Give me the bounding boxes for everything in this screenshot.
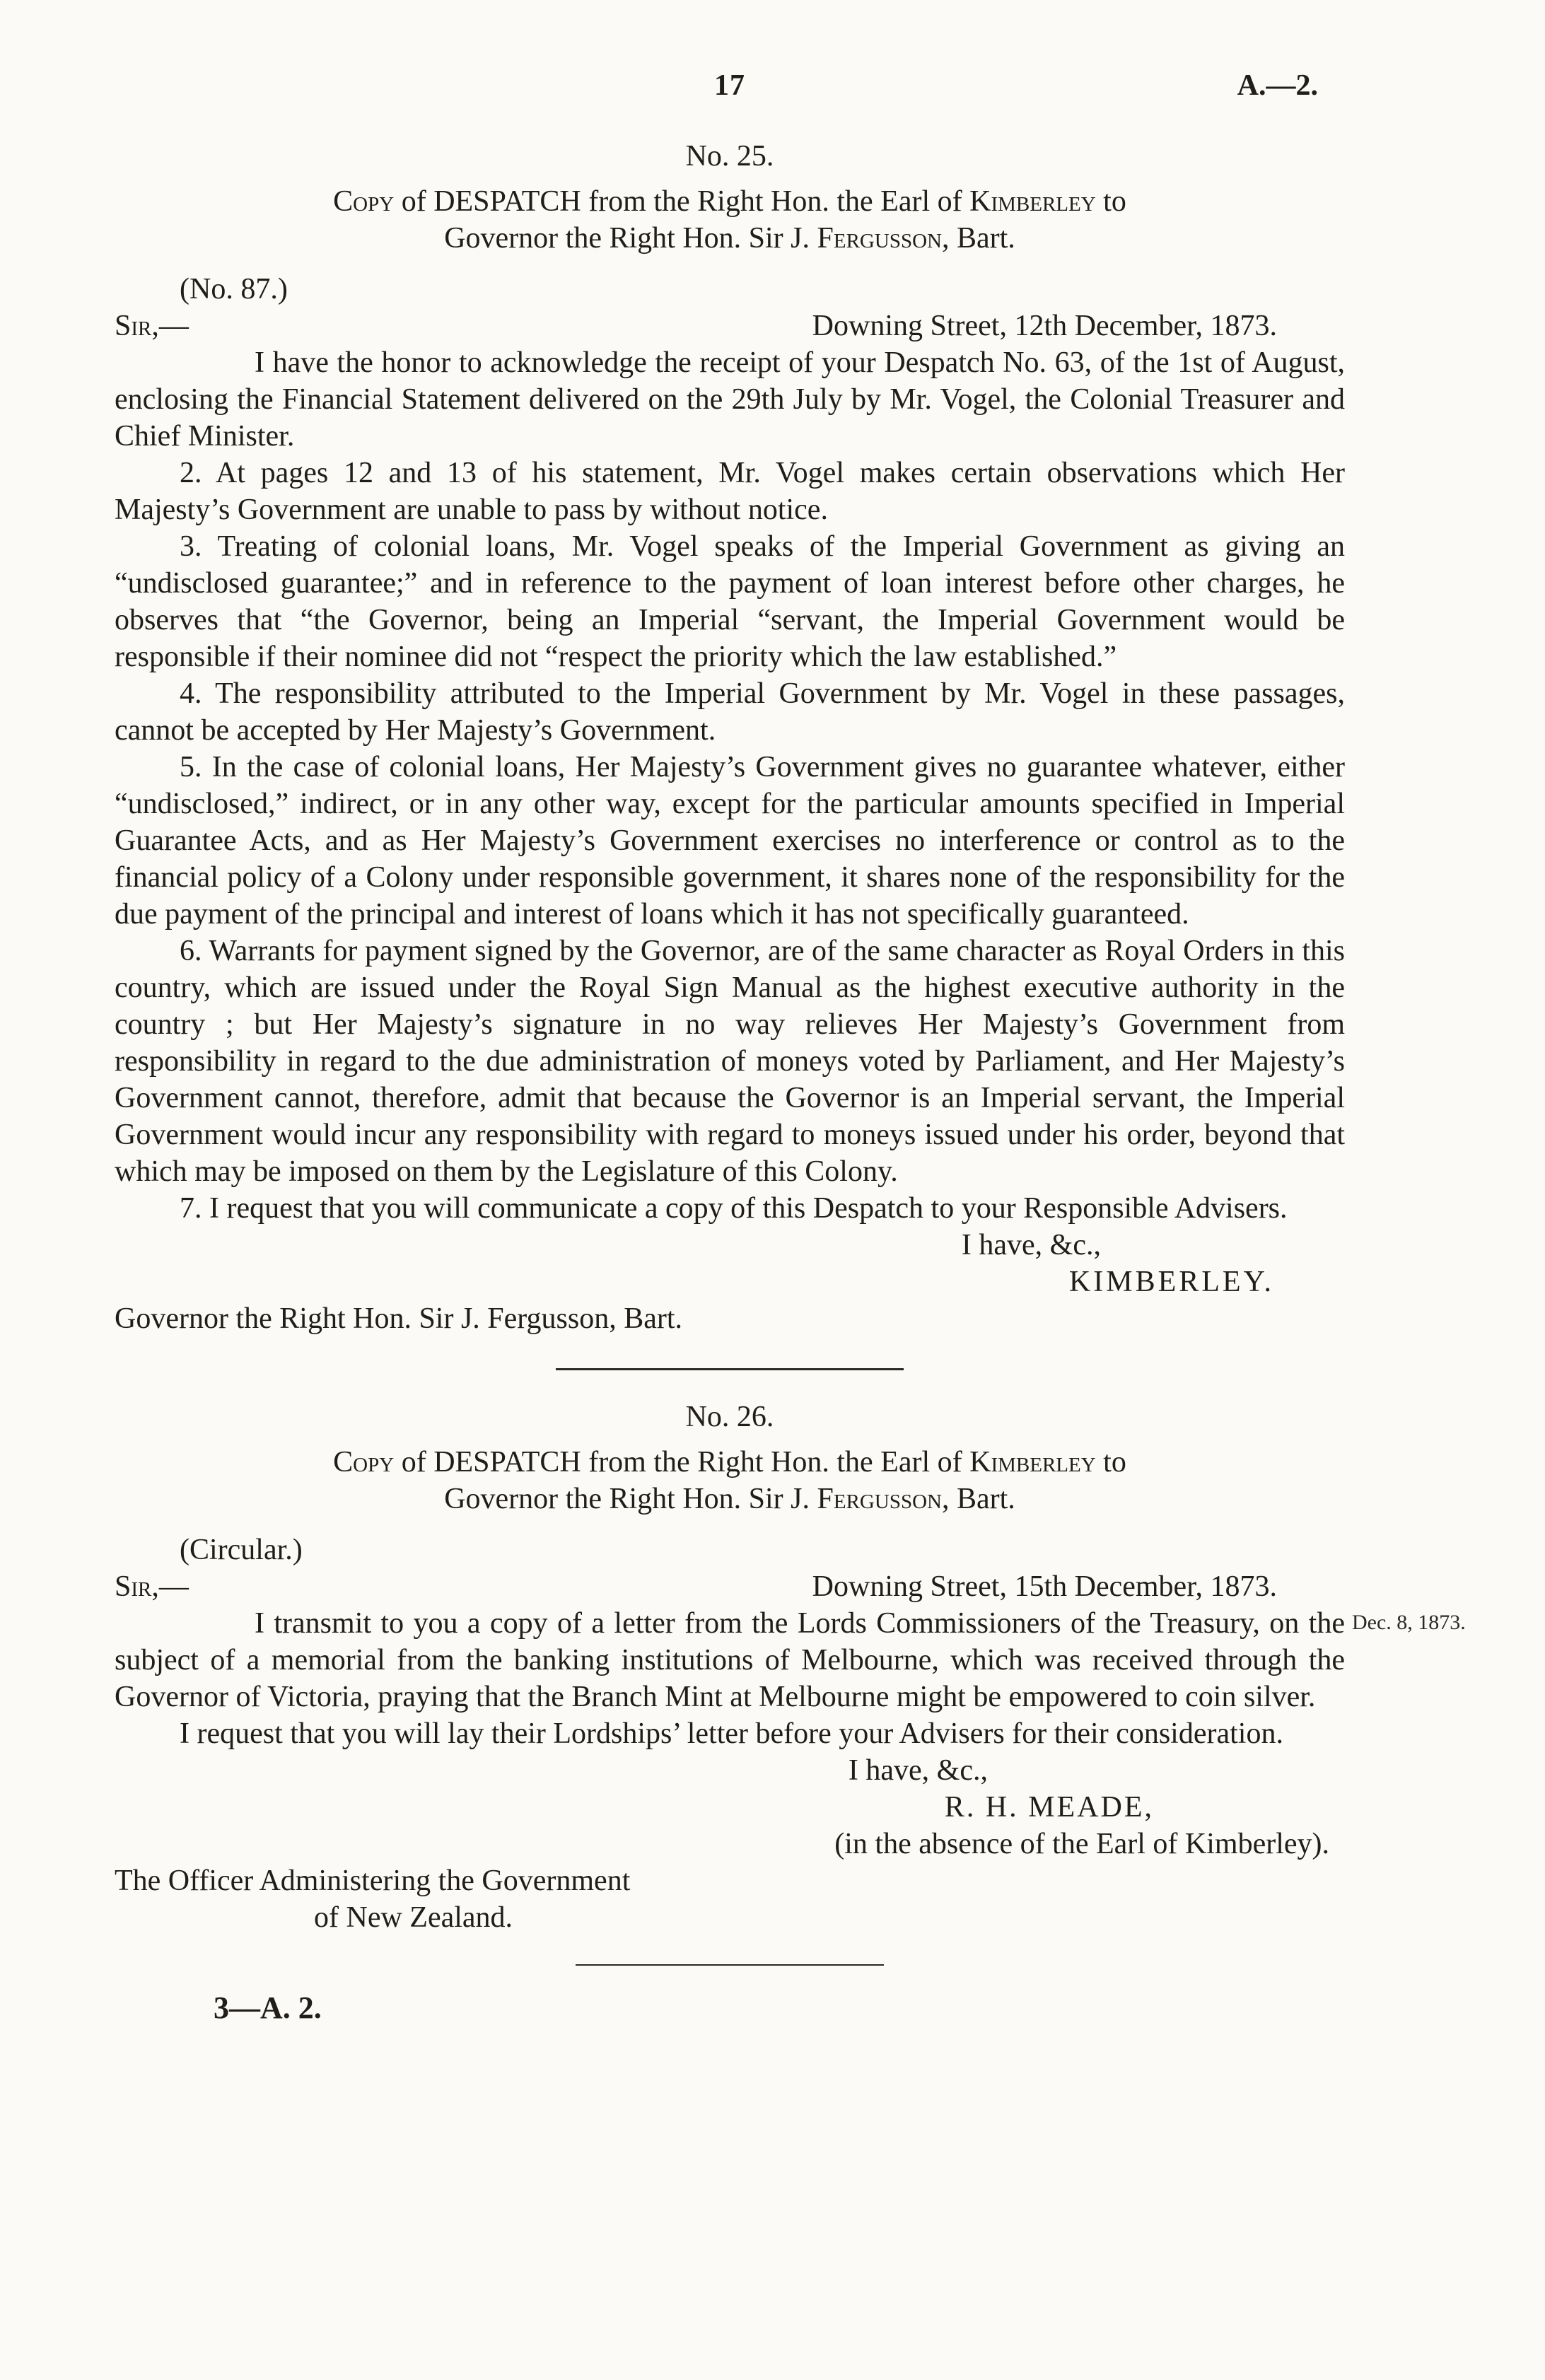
despatch-26-number: No. 26. <box>685 1401 774 1433</box>
paragraph-1: I have the honor to acknowledge the receipt of your Despatch No. 63, of the 1st of August, enclosing the Financial Statement delivered on the 29th July by Mr. Vogel, the Colonial Treasurer and Chief Minister. <box>115 346 1345 453</box>
despatch-26-reference: (Circular.) <box>180 1534 303 1566</box>
bottom-divider <box>576 1964 884 1966</box>
heading-copy-word: Copy <box>333 185 395 218</box>
despatch-26-heading-line-1 <box>115 1444 1345 1481</box>
paragraph-6: 6. Warrants for payment signed by the Governor, are of the same character as Royal Orders in this country, which are issued under the Royal Sign Manual as the highest executive authority in the country ; but Her Majesty’s signature in no way relieves Her Majesty’s Government from responsibility in regard to the due administration of moneys voted by Parliament, and Her Majesty’s Government cannot, therefore, admit that because the Governor is an Imperial servant, the Imperial Government would incur any responsibility with regard to moneys issued under his order, beyond that which may be imposed on them by the Legislature of this Colony. <box>115 935 1345 1188</box>
heading-text: to <box>1095 1446 1126 1478</box>
margin-note-date: Dec. 8, 1873. <box>1352 1611 1466 1634</box>
valediction: I have, &c., <box>848 1754 988 1787</box>
despatch-25-heading-line-1 <box>115 183 1345 220</box>
addressee-line-1: The Officer Administering the Government <box>115 1865 631 1897</box>
despatch-26-heading-line-2 <box>115 1481 1345 1517</box>
heading-text: Governor the Right Hon. Sir J. <box>444 1483 817 1515</box>
signature-meade: R. H. MEADE, <box>944 1791 1154 1824</box>
salutation: Sir,— <box>115 1570 189 1603</box>
heading-text: Governor the Right Hon. Sir J. <box>444 222 817 255</box>
despatch-25-heading-line-2 <box>115 220 1345 257</box>
signature-kimberley: KIMBERLEY. <box>1068 1266 1274 1298</box>
despatch-26-heading <box>115 1444 1345 1517</box>
heading-copy-word: Copy <box>333 1446 395 1478</box>
valediction: I have, &c., <box>961 1229 1101 1261</box>
heading-text: to <box>1095 185 1126 218</box>
heading-text: of DESPATCH from the Right Hon. the Earl of <box>394 185 970 218</box>
despatch-25-heading <box>115 183 1345 257</box>
dateline: Downing Street, 12th December, 1873. <box>812 310 1277 342</box>
signature-note: (in the absence of the Earl of Kimberley). <box>834 1828 1329 1860</box>
heading-fergusson-name: Fergusson <box>817 1483 942 1515</box>
heading-text: of DESPATCH from the Right Hon. the Earl of <box>394 1446 970 1478</box>
page-number: 17 <box>714 69 745 102</box>
heading-fergusson-name: Fergusson <box>817 222 942 255</box>
despatch-25-reference: (No. 87.) <box>180 273 288 305</box>
heading-kimberley-name: Kimberley <box>969 185 1096 218</box>
addressee-line-2: of New Zealand. <box>314 1901 513 1934</box>
paragraph-2: I request that you will lay their Lordships’ letter before your Advisers for their consideration. <box>180 1717 1283 1750</box>
section-divider <box>556 1368 904 1370</box>
dateline: Downing Street, 15th December, 1873. <box>812 1570 1277 1603</box>
paragraph-with-margin-note <box>115 1605 1466 1715</box>
despatch-25-number: No. 25. <box>685 140 774 173</box>
heading-kimberley-name: Kimberley <box>969 1446 1096 1478</box>
paragraph-3: 3. Treating of colonial loans, Mr. Vogel speaks of the Imperial Government as giving an “undisclosed guarantee;” and in reference to the payment of loan interest before other charges, he observes that “the Governor, being an Imperial “servant, the Imperial Government would be responsible if their nominee did not “respect the priority which the law established.” <box>115 530 1345 673</box>
heading-text: , Bart. <box>941 1483 1015 1515</box>
despatch-26 <box>115 1399 1466 1936</box>
despatch-25 <box>115 138 1345 1337</box>
paragraph-2: 2. At pages 12 and 13 of his statement, Mr. Vogel makes certain observations which Her Majesty’s Government are unable to pass by without notice. <box>115 457 1345 526</box>
heading-text: , Bart. <box>941 222 1015 255</box>
paragraph-1: I transmit to you a copy of a letter from the Lords Commissioners of the Treasury, on the subject of a memorial from the banking institutions of Melbourne, which was received through the Governor of Victoria, praying that the Branch Mint at Melbourne might be empowered to coin silver. <box>115 1607 1345 1713</box>
page-header <box>115 67 1345 104</box>
paragraph-5: 5. In the case of colonial loans, Her Majesty’s Government gives no guarantee whatever, either “undisclosed,” indirect, or in any other way, except for the particular amounts specified in Imperial Guarantee Acts, and as Her Majesty’s Government exercises no interference or control as to the financial policy of a Colony under responsible government, it shares none of the responsibility for the due payment of the principal and interest of loans which it has not specifically guaranteed. <box>115 751 1345 931</box>
text-column <box>115 67 1466 2026</box>
printer-signature: 3—A. 2. <box>214 1990 322 2025</box>
paragraph-7: 7. I request that you will communicate a copy of this Despatch to your Responsible Advisers. <box>180 1192 1288 1225</box>
addressee: Governor the Right Hon. Sir J. Fergusson, Bart. <box>115 1302 683 1335</box>
salutation: Sir,— <box>115 310 189 342</box>
despatch-25-salutation-line <box>115 308 1345 344</box>
paragraph-4: 4. The responsibility attributed to the Imperial Government by Mr. Vogel in these passages, cannot be accepted by Her Majesty’s Government. <box>115 677 1345 747</box>
document-reference: A.—2. <box>1237 69 1318 102</box>
despatch-26-salutation-line <box>115 1568 1345 1605</box>
